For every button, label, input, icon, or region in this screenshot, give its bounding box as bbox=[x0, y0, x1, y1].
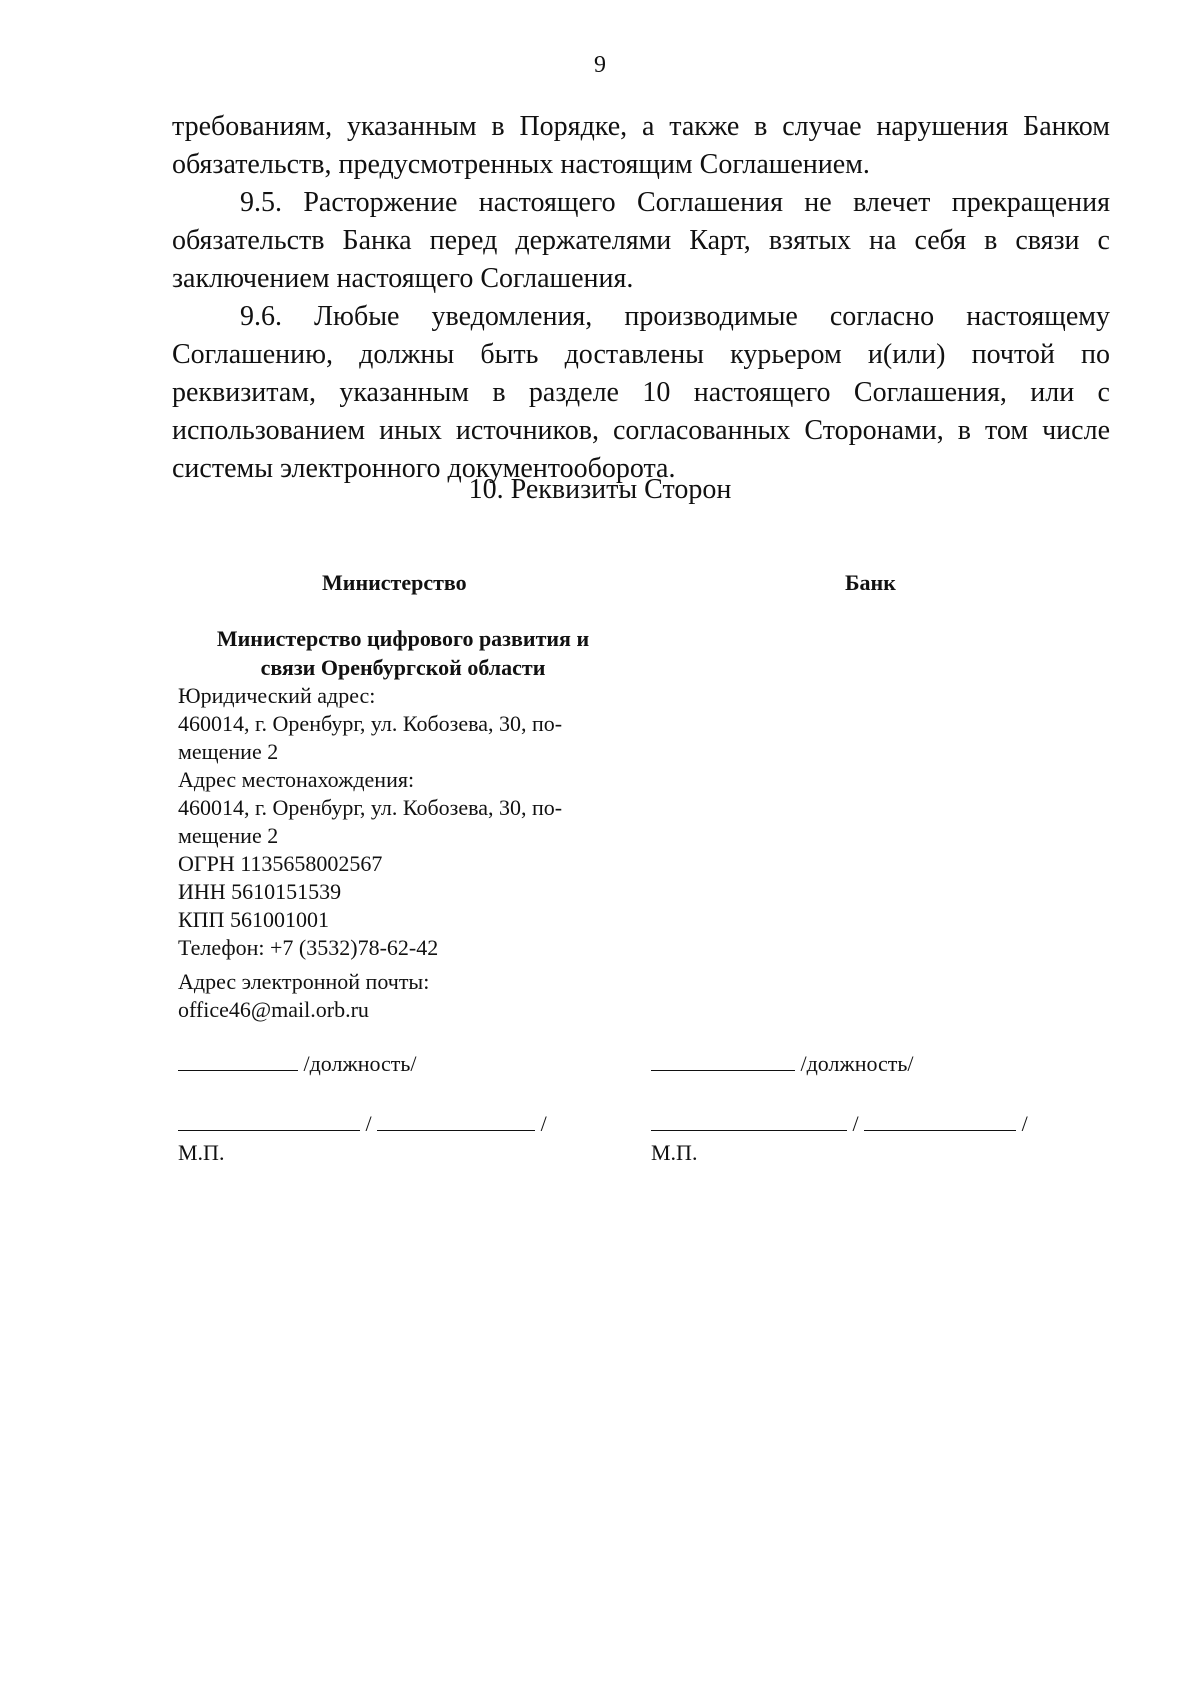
page-number: 9 bbox=[594, 52, 606, 78]
ministry-details bbox=[178, 682, 618, 1024]
ministry-name-line1: Министерство цифрового развития и bbox=[216, 626, 590, 651]
ministry-position-label: /должность/ bbox=[303, 1051, 417, 1076]
legal-address-line2: мещение 2 bbox=[178, 739, 279, 764]
ministry-position-row bbox=[178, 1050, 417, 1077]
ministry-name-line2: связи Оренбургской области bbox=[260, 655, 546, 680]
ogrn: ОГРН 1135658002567 bbox=[178, 851, 383, 876]
ministry-signature-line bbox=[178, 1110, 360, 1131]
paragraph-9-6: 9.6. Любые уведомления, производимые согласно настоящему Соглашению, должны быть доставлены курьером и(или) почтой по реквизитам, указанным в разделе 10 настоящего Соглашения, или с использованием иных источников, согласованных Сторонами, в том числе системы электронного документооборота. bbox=[172, 301, 1110, 484]
inn: ИНН 5610151539 bbox=[178, 879, 342, 904]
legal-address-line1: 460014, г. Оренбург, ул. Кобозева, 30, по- bbox=[178, 711, 563, 736]
ministry-header: Министерство bbox=[322, 570, 467, 595]
ministry-seal: М.П. bbox=[178, 1140, 225, 1165]
paragraph-continuation: требованиям, указанным в Порядке, а также в случае нарушения Банком обязательств, предусмотренных настоящим Соглашением. bbox=[172, 111, 1110, 180]
email: office46@mail.orb.ru bbox=[178, 997, 369, 1022]
bank-header: Банк bbox=[845, 570, 896, 595]
ministry-name bbox=[178, 624, 628, 682]
bank-seal: М.П. bbox=[651, 1140, 698, 1165]
kpp: КПП 561001001 bbox=[178, 907, 329, 932]
phone: Телефон: +7 (3532)78-62-42 bbox=[178, 935, 439, 960]
ministry-slash-1: / bbox=[365, 1111, 372, 1136]
paragraph-9-5: 9.5. Расторжение настоящего Соглашения не влечет прекращения обязательств Банка перед держателями Карт, взятых на себя в связи с заключением настоящего Соглашения. bbox=[172, 187, 1110, 294]
ministry-signature-row bbox=[178, 1110, 547, 1137]
location-line2: мещение 2 bbox=[178, 823, 279, 848]
bank-slash-1: / bbox=[852, 1111, 859, 1136]
section-heading: 10. Реквизиты Сторон bbox=[468, 474, 732, 505]
location-label: Адрес местонахождения: bbox=[178, 767, 415, 792]
ministry-slash-2: / bbox=[540, 1111, 547, 1136]
bank-signature-row bbox=[651, 1110, 1028, 1137]
legal-address-label: Юридический адрес: bbox=[178, 683, 376, 708]
ministry-position-line bbox=[178, 1050, 298, 1071]
email-label: Адрес электронной почты: bbox=[178, 969, 430, 994]
body-text bbox=[172, 108, 1110, 488]
bank-slash-2: / bbox=[1021, 1111, 1028, 1136]
bank-position-row bbox=[651, 1050, 914, 1077]
bank-signature-line bbox=[651, 1110, 847, 1131]
ministry-name-line bbox=[377, 1110, 535, 1131]
bank-position-line bbox=[651, 1050, 795, 1071]
bank-position-label: /должность/ bbox=[800, 1051, 914, 1076]
location-line1: 460014, г. Оренбург, ул. Кобозева, 30, по- bbox=[178, 795, 563, 820]
bank-name-line bbox=[864, 1110, 1016, 1131]
